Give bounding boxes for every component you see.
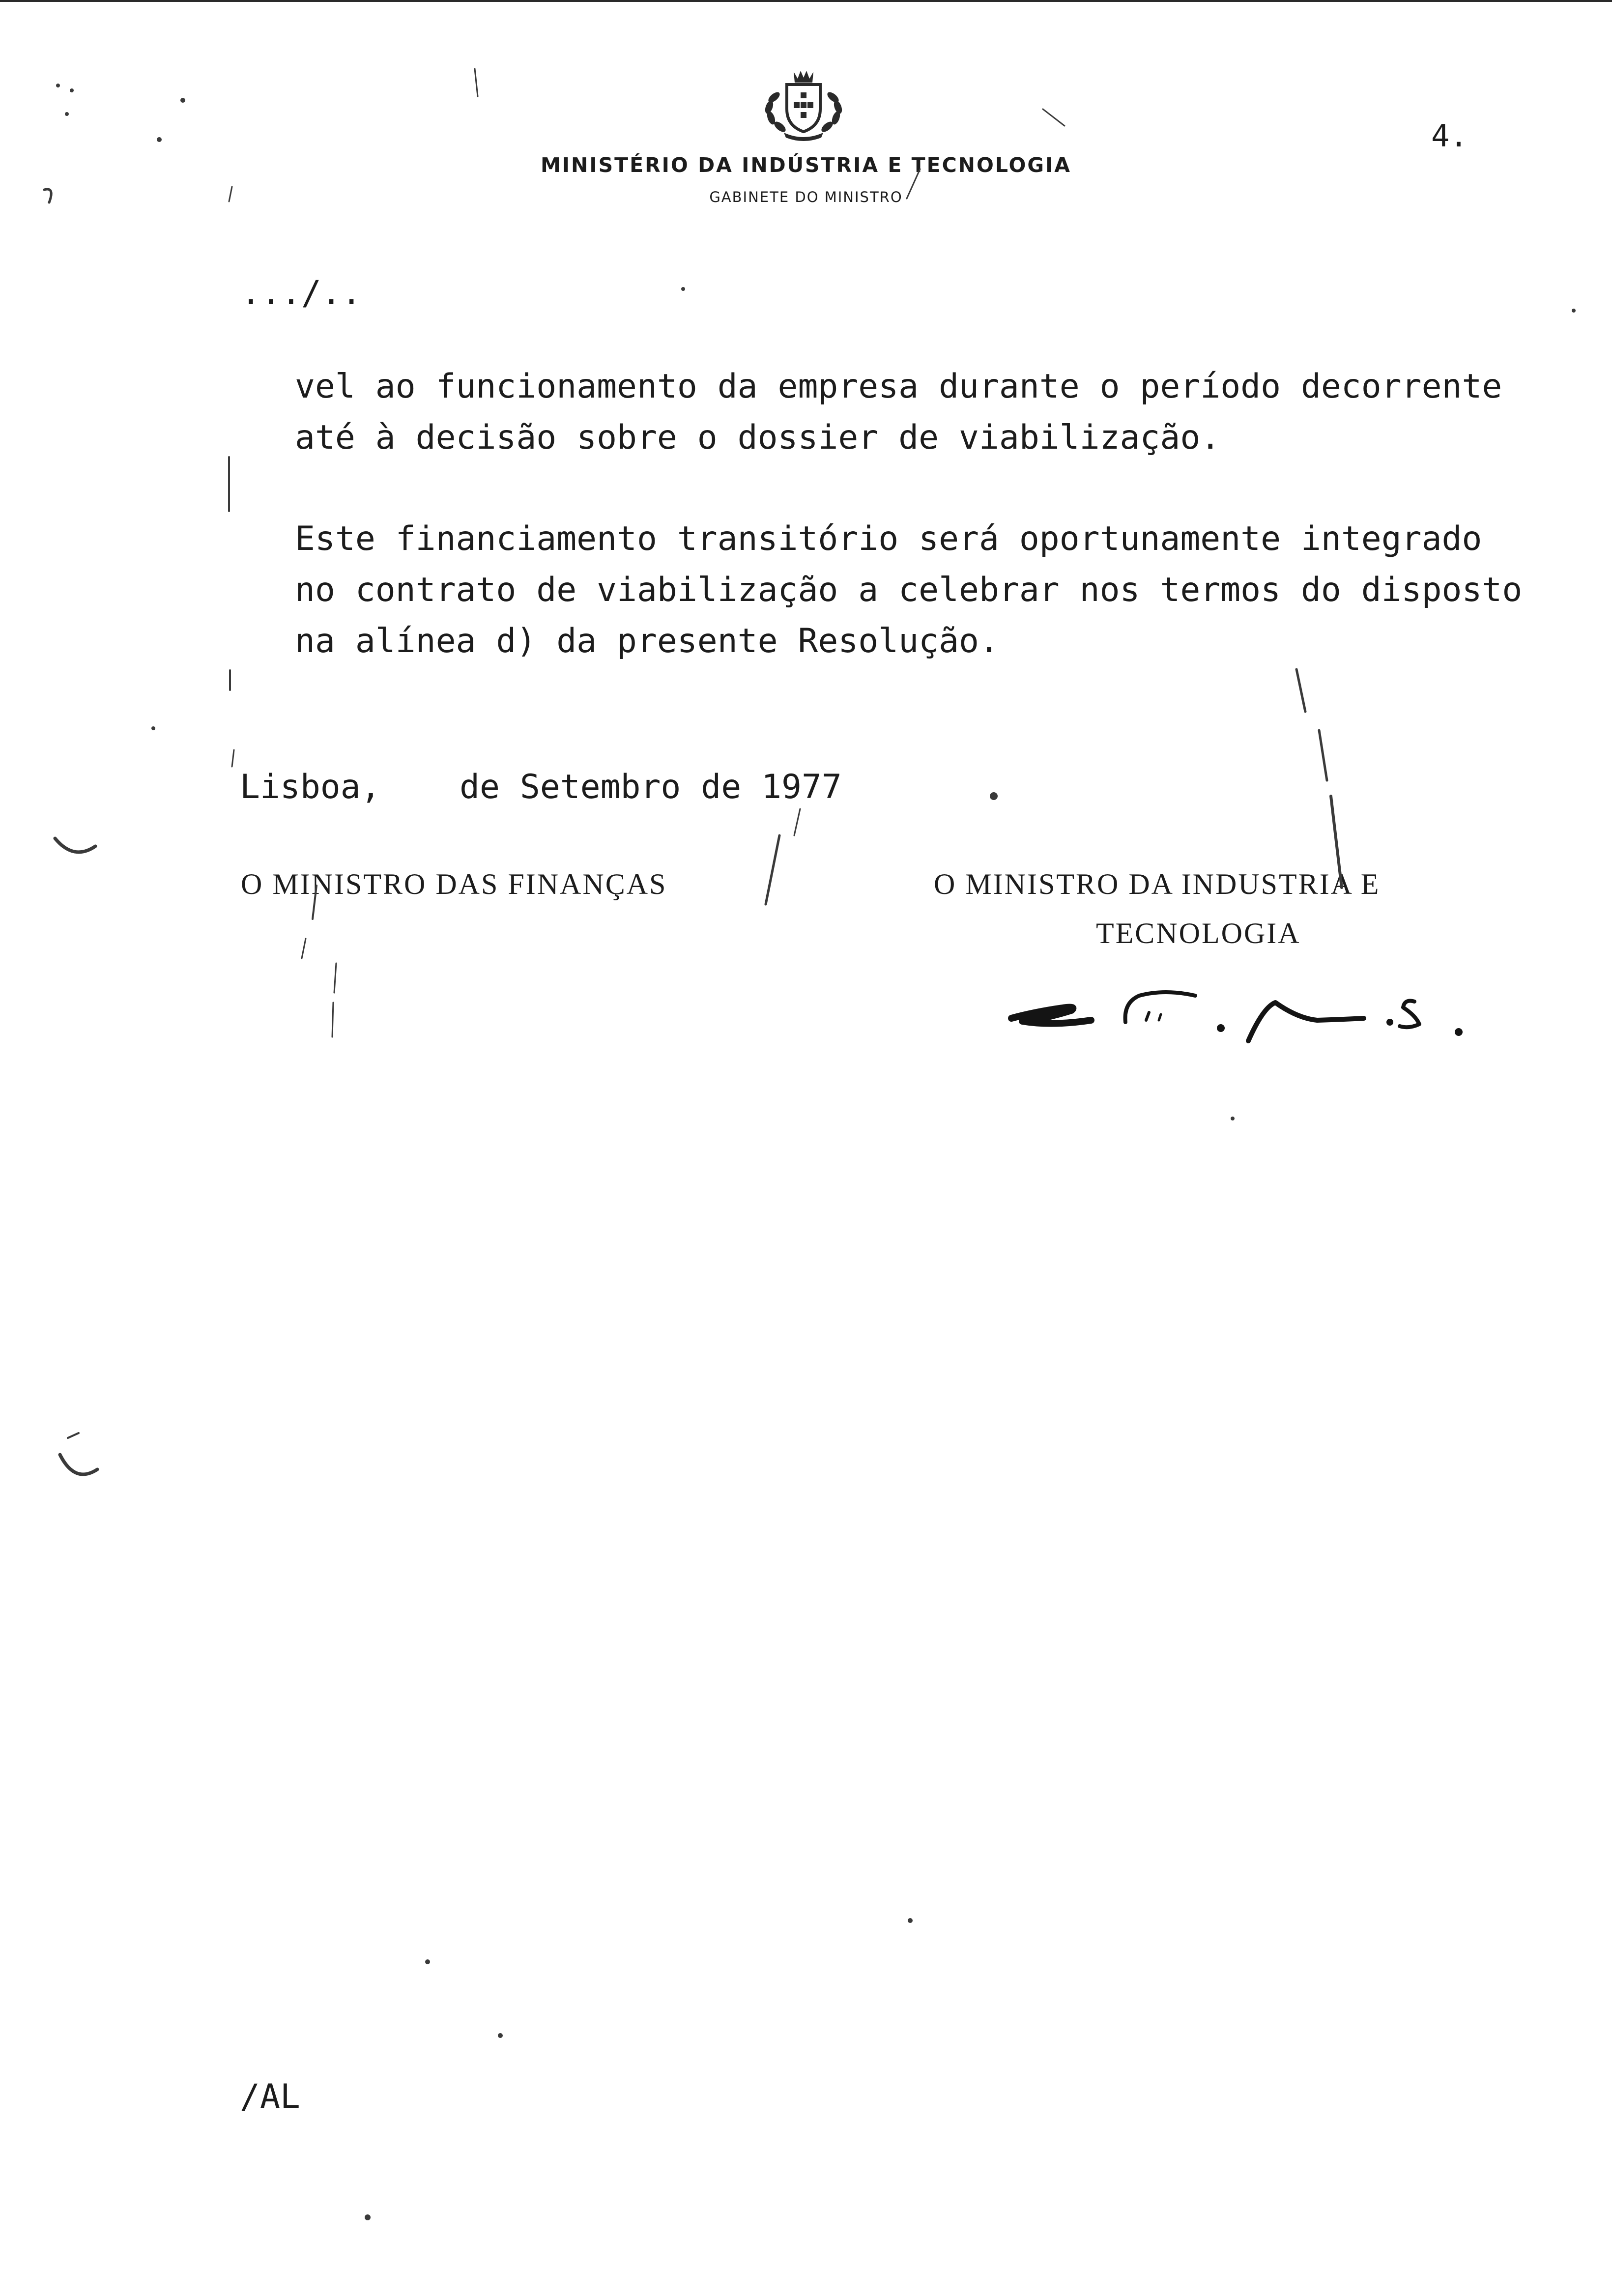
top-edge-rule bbox=[0, 0, 1612, 2]
body-paragraph-1 bbox=[295, 361, 1502, 463]
body-line: Este financiamento transitório será oportunamente integrado bbox=[295, 519, 1482, 558]
signatory-finance-minister: O MINISTRO DAS FINANÇAS bbox=[241, 868, 667, 900]
body-paragraph-2 bbox=[295, 514, 1522, 667]
signatory-industry-minister-line-2: TECNOLOGIA bbox=[1096, 917, 1301, 949]
letterhead-cabinet: GABINETE DO MINISTRO bbox=[709, 189, 903, 205]
handwritten-signature bbox=[1003, 973, 1474, 1047]
typist-initials: /AL bbox=[240, 2077, 300, 2116]
body-line: na alínea d) da presente Resolução. bbox=[295, 622, 999, 660]
letterhead-ministry: MINISTÉRIO DA INDÚSTRIA E TECNOLOGIA bbox=[540, 153, 1071, 177]
date-place: Lisboa, bbox=[240, 768, 381, 806]
body-line: vel ao funcionamento da empresa durante o período decorrente bbox=[295, 367, 1502, 406]
continuation-marker: .../.. bbox=[241, 274, 362, 313]
body-line: no contrato de viabilização a celebrar nos termos do disposto bbox=[295, 571, 1523, 609]
body-line: até à decisão sobre o dossier de viabilização. bbox=[295, 418, 1221, 457]
date-text: de Setembro de 1977 bbox=[460, 768, 842, 806]
page-number: 4. bbox=[1431, 118, 1468, 154]
coat-of-arms-icon bbox=[754, 68, 853, 142]
signatory-industry-minister-line-1: O MINISTRO DA INDUSTRIA E bbox=[934, 868, 1381, 900]
